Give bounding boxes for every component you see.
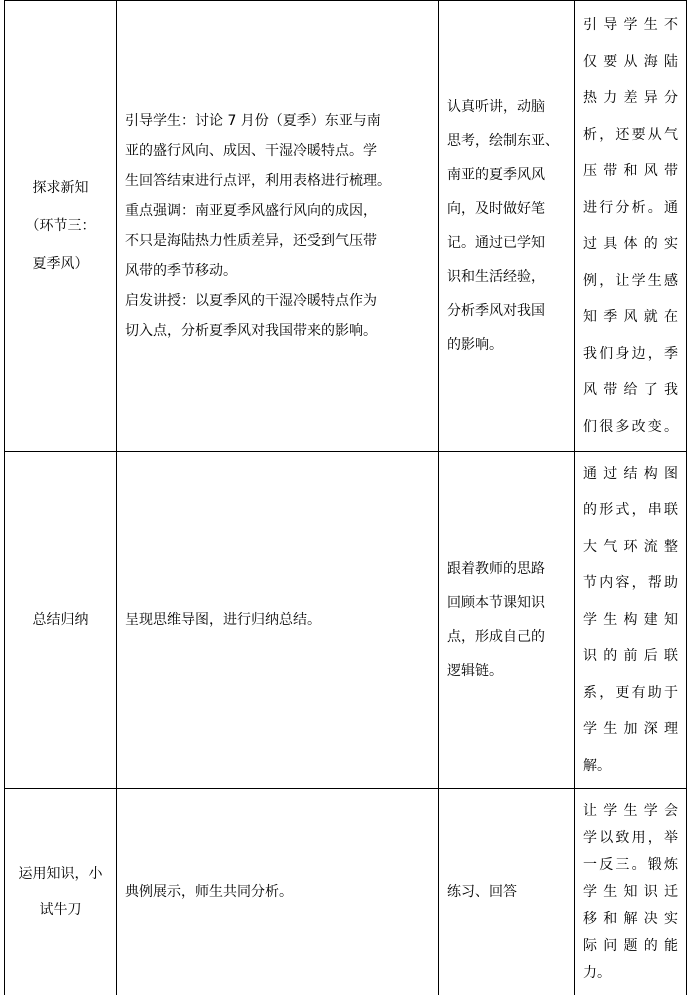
teacher-line: 呈现思维导图，进行归纳总结。 <box>125 605 430 635</box>
teacher-line: 引导学生：讨论 7 月份（夏季）东亚与南 <box>125 106 430 136</box>
intent-line: 知季风就在 <box>583 299 678 336</box>
intent-line: 风带给了我 <box>583 372 678 409</box>
stage-cell <box>5 789 117 995</box>
intent-line: 通过结构图 <box>583 456 678 493</box>
teacher-line: 生回答结束进行点评，利用表格进行梳理。 <box>125 166 430 196</box>
student-activity-cell <box>439 789 575 995</box>
stage-line: 夏季风） <box>13 245 108 283</box>
intent-line: 系，更有助于 <box>583 675 678 712</box>
teacher-line: 不只是海陆热力性质差异，还受到气压带 <box>125 226 430 256</box>
lesson-plan-table <box>4 0 687 995</box>
teacher-line: 典例展示，师生共同分析。 <box>125 877 430 907</box>
student-line: 的影响。 <box>447 328 566 362</box>
teacher-line: 亚的盛行风向、成因、干湿冷暖特点。学 <box>125 136 430 166</box>
intent-line: 节内容，帮助 <box>583 565 678 602</box>
student-line: 向，及时做好笔 <box>447 192 566 226</box>
intent-line: 学以致用，举 <box>583 825 678 852</box>
intent-line: 解。 <box>583 748 678 785</box>
intent-line: 大气环流整 <box>583 529 678 566</box>
intent-line: 进行分析。通 <box>583 190 678 227</box>
stage-line: 试牛刀 <box>13 892 108 928</box>
intent-line: 引导学生不 <box>583 7 678 44</box>
intent-line: 的形式，串联 <box>583 492 678 529</box>
student-line: 识和生活经验， <box>447 260 566 294</box>
design-intent-cell <box>575 789 687 995</box>
student-line: 逻辑链。 <box>447 654 566 688</box>
student-line: 思考，绘制东亚、 <box>447 124 566 158</box>
intent-line: 识的前后联 <box>583 638 678 675</box>
stage-line: 运用知识，小 <box>13 856 108 892</box>
teacher-line: 切入点，分析夏季风对我国带来的影响。 <box>125 316 430 346</box>
teacher-activity-cell <box>117 452 439 789</box>
student-activity-cell <box>439 1 575 452</box>
stage-cell <box>5 1 117 452</box>
student-line: 练习、回答 <box>447 875 566 909</box>
student-line: 回顾本节课知识 <box>447 586 566 620</box>
intent-line: 移和解决实 <box>583 906 678 933</box>
intent-line: 际问题的能 <box>583 933 678 960</box>
intent-line: 学生知识迁 <box>583 879 678 906</box>
intent-line: 学生构建知 <box>583 602 678 639</box>
intent-line: 过具体的实 <box>583 226 678 263</box>
intent-line: 仅要从海陆 <box>583 44 678 81</box>
student-line: 南亚的夏季风风 <box>447 158 566 192</box>
intent-line: 析，还要从气 <box>583 117 678 154</box>
student-line: 跟着教师的思路 <box>447 552 566 586</box>
intent-line: 们很多改变。 <box>583 409 678 446</box>
intent-line: 热力差异分 <box>583 80 678 117</box>
table-row <box>5 1 687 452</box>
intent-line: 我们身边，季 <box>583 336 678 373</box>
stage-line: 总结归纳 <box>13 601 108 639</box>
stage-line: （环节三： <box>13 207 108 245</box>
teacher-line: 风带的季节移动。 <box>125 256 430 286</box>
teacher-line: 启发讲授：以夏季风的干湿冷暖特点作为 <box>125 286 430 316</box>
intent-line: 力。 <box>583 960 678 987</box>
design-intent-cell <box>575 1 687 452</box>
stage-line: 探求新知 <box>13 169 108 207</box>
intent-line: 例，让学生感 <box>583 263 678 300</box>
teacher-activity-cell <box>117 1 439 452</box>
stage-cell <box>5 452 117 789</box>
table-row <box>5 452 687 789</box>
teacher-line: 重点强调：南亚夏季风盛行风向的成因， <box>125 196 430 226</box>
intent-line: 一反三。锻炼 <box>583 852 678 879</box>
teacher-activity-cell <box>117 789 439 995</box>
student-line: 分析季风对我国 <box>447 294 566 328</box>
student-line: 认真听讲，动脑 <box>447 90 566 124</box>
intent-line: 让学生学会 <box>583 798 678 825</box>
design-intent-cell <box>575 452 687 789</box>
student-activity-cell <box>439 452 575 789</box>
intent-line: 学生加深理 <box>583 711 678 748</box>
intent-line: 压带和风带 <box>583 153 678 190</box>
student-line: 记。通过已学知 <box>447 226 566 260</box>
student-line: 点，形成自己的 <box>447 620 566 654</box>
table-row <box>5 789 687 995</box>
